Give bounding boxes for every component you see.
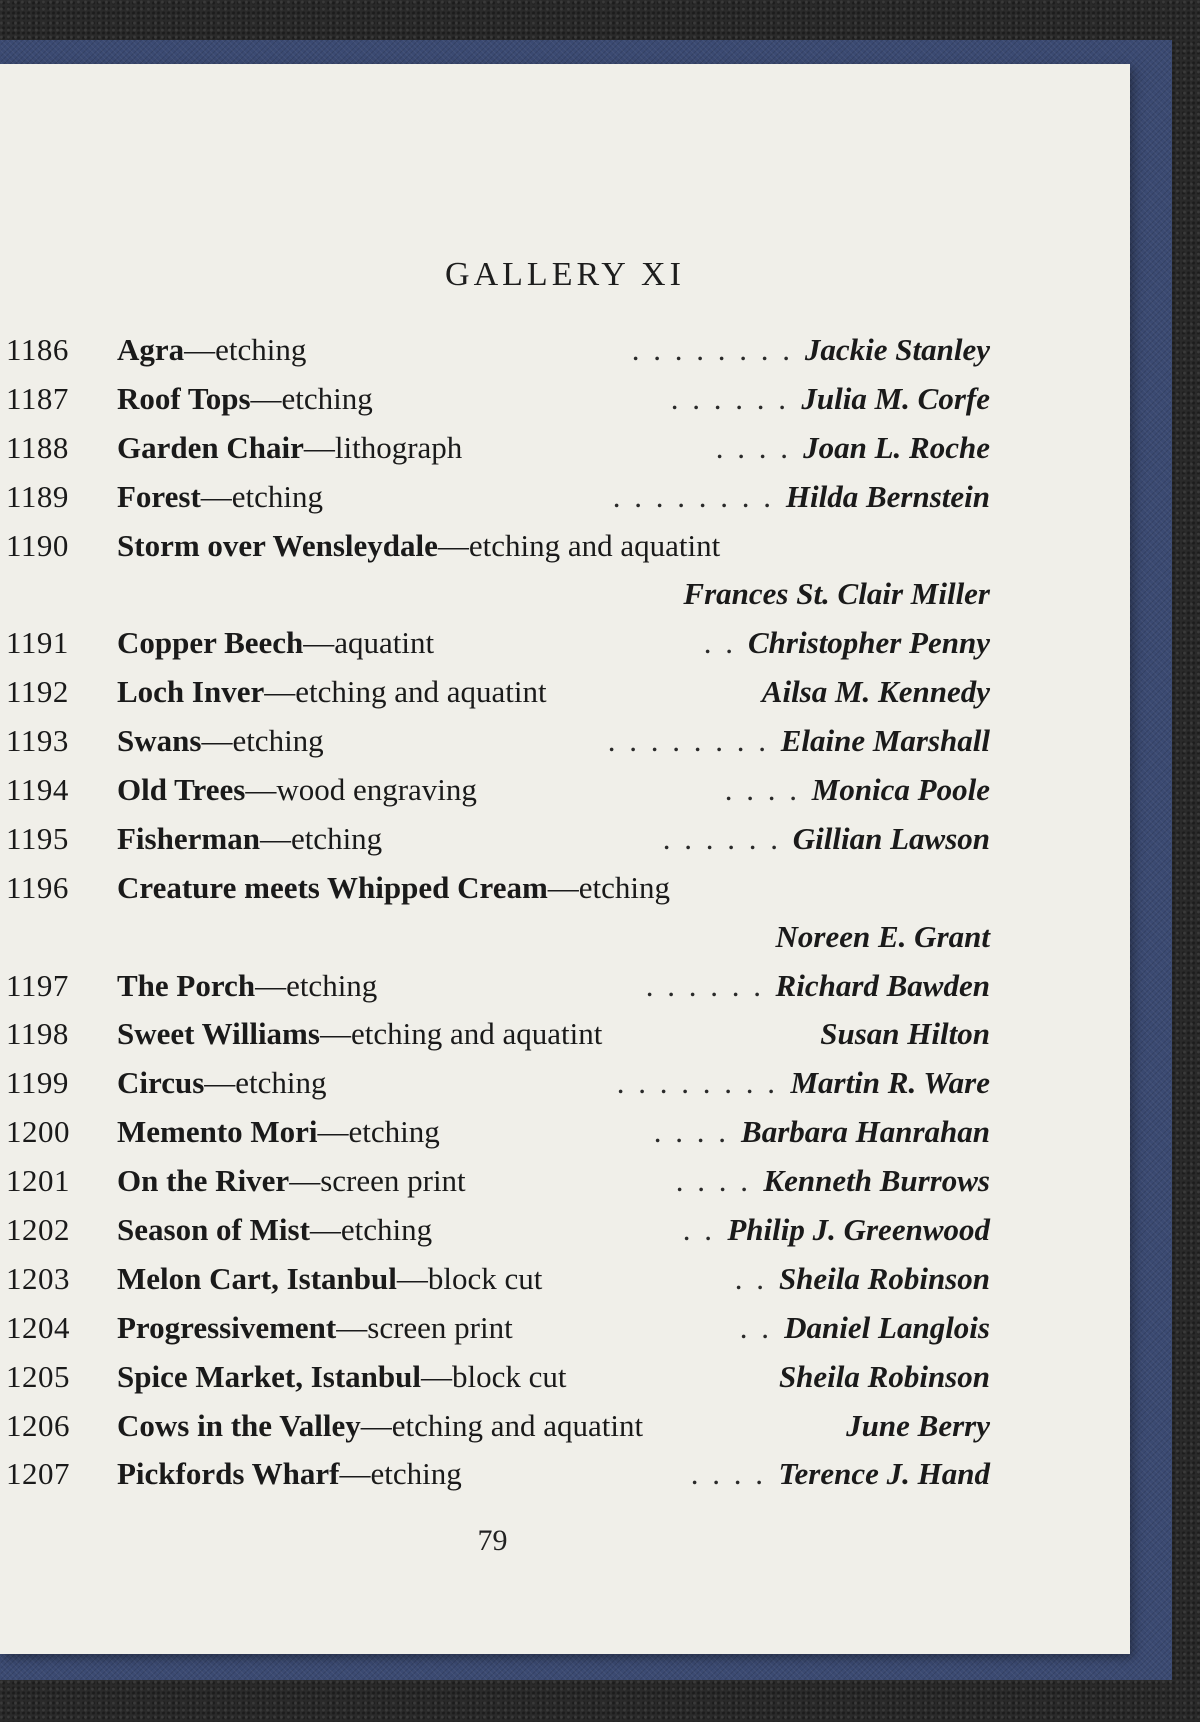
artwork-name: Circus: [117, 1065, 205, 1101]
leader-dots: . . . . . .: [645, 967, 764, 1003]
artwork-name: Creature meets Whipped Cream: [117, 869, 548, 905]
artwork-medium: —etching: [184, 332, 307, 367]
entry-number: 1198: [6, 1016, 69, 1052]
leader-dots: . .: [703, 625, 736, 661]
artwork-medium: —etching: [259, 820, 383, 856]
entry-number: 1186: [6, 332, 69, 367]
entry-number: 1201: [6, 1163, 70, 1199]
entry-number: 1193: [6, 723, 69, 759]
catalog-entry: [0, 864, 990, 913]
entry-title: [117, 1059, 327, 1108]
artwork-medium: —etching and aquatint: [319, 1016, 603, 1052]
artwork-name: Swans: [117, 723, 202, 759]
artwork-medium: —block cut: [421, 1358, 567, 1394]
leader-dots: . . . .: [715, 429, 791, 465]
entry-number: 1204: [6, 1309, 70, 1345]
artwork-medium: —etching: [547, 869, 671, 905]
artist-name: Terence J. Hand: [778, 1456, 990, 1492]
catalog-entry: [0, 1402, 990, 1451]
entry-number: 1207: [6, 1456, 70, 1492]
artist-name: Susan Hilton: [820, 1016, 990, 1052]
catalog-entry: [0, 1010, 990, 1059]
artwork-medium: —etching: [200, 478, 324, 514]
entry-number: 1203: [6, 1260, 70, 1296]
artist-name: Daniel Langlois: [784, 1309, 990, 1345]
leader-dots: . . . .: [653, 1114, 729, 1150]
artwork-name: Storm over Wensleydale: [117, 527, 438, 563]
artwork-name: Old Trees: [117, 772, 246, 808]
catalog-entry: [0, 815, 990, 864]
artist-name: Hilda Bernstein: [785, 478, 990, 514]
entry-title: [117, 962, 377, 1011]
catalog-entry: [0, 1206, 990, 1255]
catalog-entry: [0, 1450, 990, 1499]
catalog-entry: [0, 326, 990, 375]
artwork-name: Melon Cart, Istanbul: [117, 1260, 397, 1296]
artist-name: Monica Poole: [811, 772, 990, 808]
artwork-medium: —wood engraving: [245, 772, 477, 808]
artwork-name: Copper Beech: [117, 625, 304, 661]
entry-title: [117, 1206, 432, 1255]
entry-title: [117, 619, 434, 668]
artwork-name: Sweet Williams: [117, 1016, 320, 1052]
entry-title: [117, 1255, 542, 1304]
catalog-entry: [0, 424, 990, 473]
artist-name: Martin R. Ware: [790, 1065, 990, 1101]
entry-number: 1205: [6, 1358, 70, 1394]
leader-dots: . . . . . .: [670, 380, 789, 416]
catalog-entry: [0, 619, 990, 668]
artist-name: Gillian Lawson: [792, 820, 990, 856]
artwork-name: Memento Mori: [117, 1114, 318, 1150]
entry-title: [117, 864, 670, 913]
leader-dots: . .: [739, 1309, 772, 1345]
artwork-name: On the River: [117, 1163, 290, 1199]
artwork-medium: —etching and aquatint: [437, 527, 721, 563]
entry-title: [117, 522, 720, 571]
artwork-medium: —etching: [309, 1212, 433, 1248]
entry-number: 1191: [6, 625, 69, 661]
catalog-entry: [0, 1059, 990, 1108]
leader-dots: . . . . . . . .: [631, 332, 793, 367]
entry-number: 1202: [6, 1212, 70, 1248]
leader-dots: . . . .: [690, 1456, 766, 1492]
catalog-entry: [0, 717, 990, 766]
artist-name: Joan L. Roche: [803, 429, 990, 465]
catalog-entry: [0, 962, 990, 1011]
leader-dots: . .: [734, 1260, 767, 1296]
entry-title: [117, 1402, 643, 1451]
artwork-name: The Porch: [117, 967, 256, 1003]
entry-number: 1192: [6, 674, 69, 710]
artist-name: Jackie Stanley: [804, 332, 990, 367]
entry-number: 1199: [6, 1065, 69, 1101]
catalog-list: [0, 326, 990, 1499]
artist-name: Elaine Marshall: [780, 723, 990, 759]
artwork-name: Season of Mist: [117, 1212, 310, 1248]
artwork-medium: —lithograph: [303, 429, 463, 465]
artist-name: Christopher Penny: [747, 625, 990, 661]
catalog-entry: [0, 473, 990, 522]
artwork-medium: —etching: [339, 1456, 462, 1492]
artwork-medium: —screen print: [289, 1163, 466, 1199]
entry-number: 1206: [6, 1407, 70, 1443]
catalog-entry: [0, 1304, 990, 1353]
entry-number: 1194: [6, 772, 69, 808]
entry-title: [117, 1108, 440, 1157]
entry-number: 1196: [6, 869, 69, 905]
catalog-page: [0, 64, 1130, 1654]
artwork-medium: —etching: [317, 1114, 440, 1150]
artist-name: Sheila Robinson: [778, 1260, 990, 1296]
entry-number: 1188: [6, 429, 69, 465]
page-number: 79: [477, 1524, 508, 1557]
leader-dots: . . . . . .: [662, 820, 781, 856]
entry-number: 1197: [6, 967, 69, 1003]
entry-title: [117, 424, 462, 473]
artwork-name: Pickfords Wharf: [117, 1456, 340, 1492]
artwork-medium: —etching: [204, 1065, 327, 1101]
artist-name: June Berry: [846, 1407, 990, 1443]
entry-title: [117, 1010, 602, 1059]
artwork-medium: —etching and aquatint: [264, 674, 547, 710]
artwork-name: Forest: [117, 478, 201, 514]
leader-dots: . . . . . . . .: [616, 1065, 778, 1101]
leader-dots: . . . . . . . .: [612, 478, 774, 514]
artwork-medium: —etching: [250, 380, 373, 416]
leader-dots: . . . .: [675, 1163, 751, 1199]
entry-number: 1190: [6, 527, 69, 563]
artwork-name: Spice Market, Istanbul: [117, 1358, 421, 1394]
artist-name: Kenneth Burrows: [763, 1163, 990, 1199]
entry-title: [117, 1157, 466, 1206]
entry-title: [117, 375, 373, 424]
artist-name: Julia M. Corfe: [801, 380, 990, 416]
artwork-name: Cows in the Valley: [117, 1407, 361, 1443]
artist-name: Frances St. Clair Miller: [683, 576, 990, 612]
artist-name: Barbara Hanrahan: [741, 1114, 990, 1150]
entry-title: [117, 815, 382, 864]
catalog-entry: [0, 766, 990, 815]
artwork-name: Roof Tops: [117, 380, 251, 416]
leader-dots: . .: [682, 1212, 715, 1248]
catalog-entry: [0, 522, 990, 571]
entry-title: [117, 766, 477, 815]
entry-title: [117, 473, 323, 522]
artwork-name: Loch Inver: [117, 674, 265, 710]
artist-name: Sheila Robinson: [778, 1358, 990, 1394]
catalog-entry: [0, 1353, 990, 1402]
artwork-medium: —etching and aquatint: [360, 1407, 644, 1443]
artist-name: Richard Bawden: [775, 967, 990, 1003]
gallery-heading: GALLERY XI: [445, 256, 685, 293]
catalog-entry: [0, 1108, 990, 1157]
entry-number: 1187: [6, 380, 69, 416]
entry-title: [117, 1304, 513, 1353]
entry-number: 1200: [6, 1114, 70, 1150]
artwork-medium: —etching: [201, 723, 324, 759]
entry-number: 1195: [6, 820, 69, 856]
artwork-medium: —block cut: [396, 1260, 543, 1296]
catalog-entry: [0, 668, 990, 717]
entry-title: [117, 668, 547, 717]
artist-name: Philip J. Greenwood: [727, 1212, 990, 1248]
entry-title: [117, 1450, 462, 1499]
artwork-name: Agra: [117, 332, 185, 367]
artwork-medium: —aquatint: [303, 625, 435, 661]
artwork-name: Progressivement: [117, 1309, 337, 1345]
catalog-entry: [0, 1255, 990, 1304]
entry-number: 1189: [6, 478, 69, 514]
artist-name: Noreen E. Grant: [775, 918, 990, 954]
artwork-name: Garden Chair: [117, 429, 304, 465]
artwork-medium: —screen print: [336, 1309, 513, 1345]
artist-name: Ailsa M. Kennedy: [761, 674, 990, 710]
entry-title: [117, 1353, 567, 1402]
leader-dots: . . . .: [724, 772, 800, 808]
entry-title: [117, 326, 306, 375]
catalog-entry: [0, 1157, 990, 1206]
catalog-entry: [0, 375, 990, 424]
leader-dots: . . . . . . . .: [607, 723, 769, 759]
entry-title: [117, 717, 324, 766]
artwork-name: Fisherman: [117, 820, 260, 856]
artwork-medium: —etching: [255, 967, 378, 1003]
